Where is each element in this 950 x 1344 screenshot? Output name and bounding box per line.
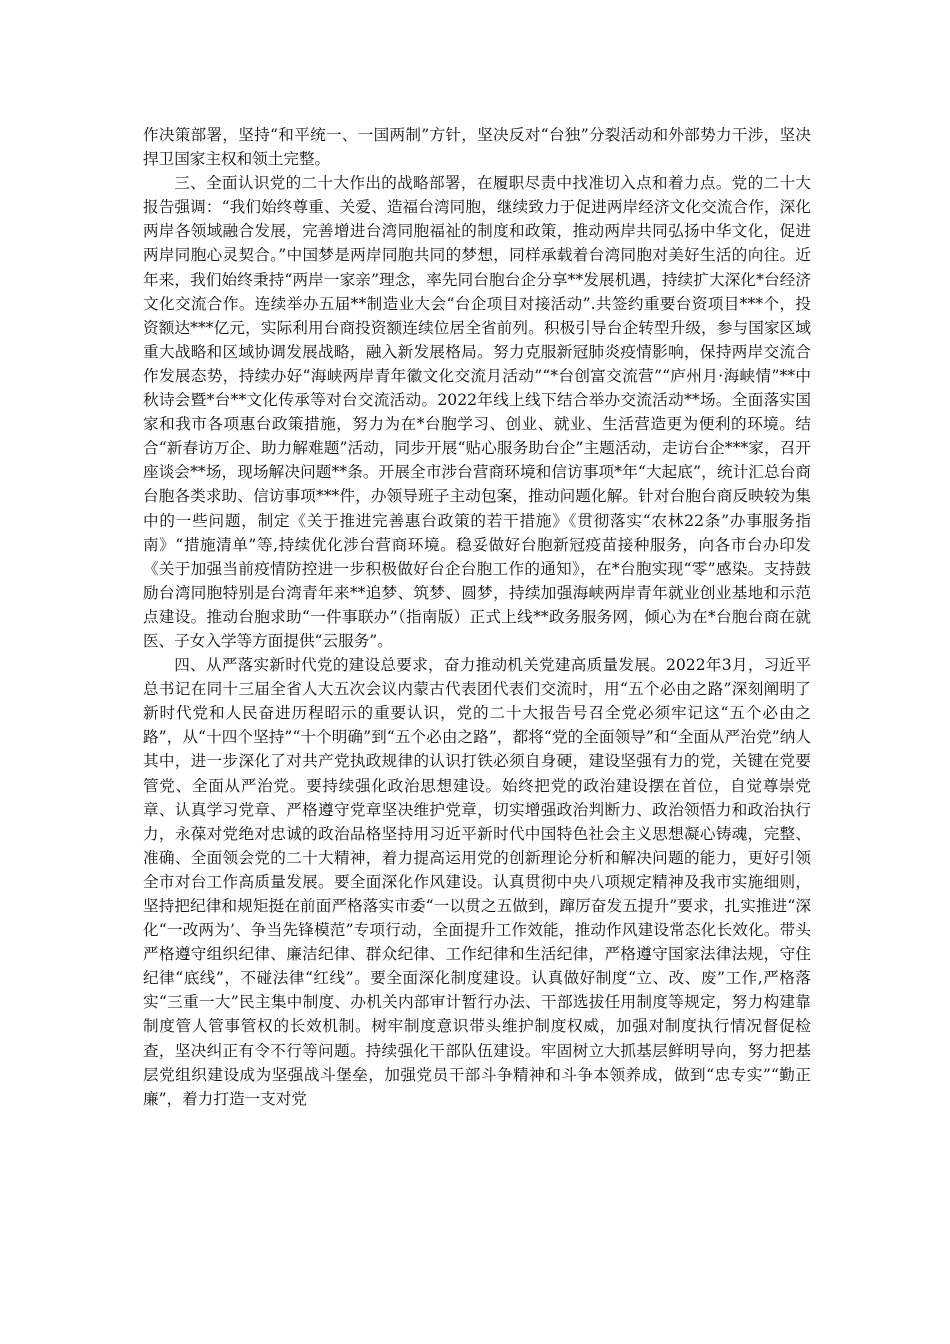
paragraph-section-four: 四、从严落实新时代党的建设总要求，奋力推动机关党建高质量发展。2022年3月，习近平总书记在同十三届全省人大五次会议内蒙古代表团代表们交流时，用“五个必由之路”深刻阐明了新时代党和人民奋进历程昭示的重要认识，党的二十大报告号召全党必须牢记这“五个必由之路”，从“十四个坚持”“十个明确”到“五个必由之路”，都将“党的全面领导”和“全面从严治党”纳人其中，进一步深化了对共产党执政规律的认识打铁必须自身硬，建设坚强有力的党，关键在党要管党、全面从严治党。要持续强化政治思想建设。始终把党的政治建设摆在首位，自觉尊崇党章、认真学习党章、严格遵守党章坚决维护党章，切实增强政治判断力、政治领悟力和政治执行力，永葆对党绝对忠诚的政治品格坚持用习近平新时代中国特色社会主义思想凝心铸魂，完整、准确、全面领会党的二十大精神，着力提高运用党的创新理论分析和解决问题的能力，更好引领全市对台工作高质量发展。要全面深化作风建设。认真贯彻中央八项规定精神及我市实施细则，坚持把纪律和规矩挺在前面严格落实市委“一以贯之五做到，蹿厉奋发五提升”要求，扎实推进“深化“一改两为’、争当先锋模范”专项行动，全面提升工作效能，推动作风建设常态化长效化。带头严格遵守组织纪律、廉洁纪律、群众纪律、工作纪律和生活纪律，严格遵守国家法律法规，守住纪律“底线”，不碰法律“红线”。要全面深化制度建设。认真做好制度“立、改、废”工作,严格落实“三重一大”民主集中制度、办机关内部审计暂行办法、干部选拔任用制度等规定，努力构建靠制度管人管事管权的长效机制。树牢制度意识带头维护制度权威，加强对制度执行情况督促检查，坚决纠正有令不行等问题。持续强化干部队伍建设。牢固树立大抓基层鲜明导向，努力把基层党组织建设成为坚强战斗堡垒，加强党员干部斗争精神和斗争本领养成，做到“忠专实”“勤正廉”，着力打造一支对党 [143,656,811,1108]
paragraph-continuation: 作决策部署，坚持“和平统一、一国两制”方针，坚决反对“台独”分裂活动和外部势力干涉，坚决捍卫国家主权和领土完整。 [143,126,811,169]
document-body [143,123,811,1111]
paragraph-section-three: 三、全面认识党的二十大作出的战略部署，在履职尽责中找准切入点和着力点。党的二十大报告强调：“我们始终尊重、关爱、造福台湾同胞，继续致力于促进两岸经济文化交流合作，深化两岸各领域融合发展，完善增进台湾同胞福祉的制度和政策，推动两岸共同弘扬中华文化，促进两岸同胞心灵契合。”中国梦是两岸同胞共同的梦想，同样承载着台湾同胞对美好生活的向往。近年来，我们始终秉持“两岸一家亲”理念，率先同台胞台企分享**发展机遇，持续扩大深化*台经济文化交流合作。连续举办五届**制造业大会“台企项目对接活动”.共签约重要台资项目***个，投资额达***亿元，实际利用台商投资额连续位居全省前列。积极引导台企转型升级，参与国家区域重大战略和区域协调发展战略，融入新发展格局。努力克服新冠肺炎疫情影响，保持两岸交流合作发展态势，持续办好“海峡两岸青年徽文化交流月活动”“*台创富交流营”“庐州月·海峡情”**中秋诗会暨*台**文化传承等对台交流活动。2022年线上线下结合举办交流活动**场。全面落实国家和我市各项惠台政策措施，努力为在*台胞学习、创业、就业、生活营造更为便利的环境。结合“新春访万企、助力解难题”活动，同步开展“贴心服务助台企”主题活动，走访台企***家，召开座谈会**场，现场解决问题**条。开展全市涉台营商环境和信访事项*年“大起底”，统计汇总台商台胞各类求助、信访事项***件，办领导班子主动包案，推动问题化解。针对台胞台商反映较为集中的一些问题，制定《关于推进完善惠台政策的若干措施》《贯彻落实“农林22条”办事服务指南》“措施清单”等,持续优化涉台营商环境。稳妥做好台胞新冠疫苗接种服务，向各市台办印发《关于加强当前疫情防控进一步积极做好台企台胞工作的通知》，在*台胞实现“零”感染。支持鼓励台湾同胞特别是台湾青年来**追梦、筑梦、圆梦，持续加强海峡两岸青年就业创业基地和示范点建设。推动台胞求助“一件事联办”（指南版）正式上线**政务服务网，倾心为在*台胞台商在就医、子女入学等方面提供“云服务”。 [143,174,811,650]
